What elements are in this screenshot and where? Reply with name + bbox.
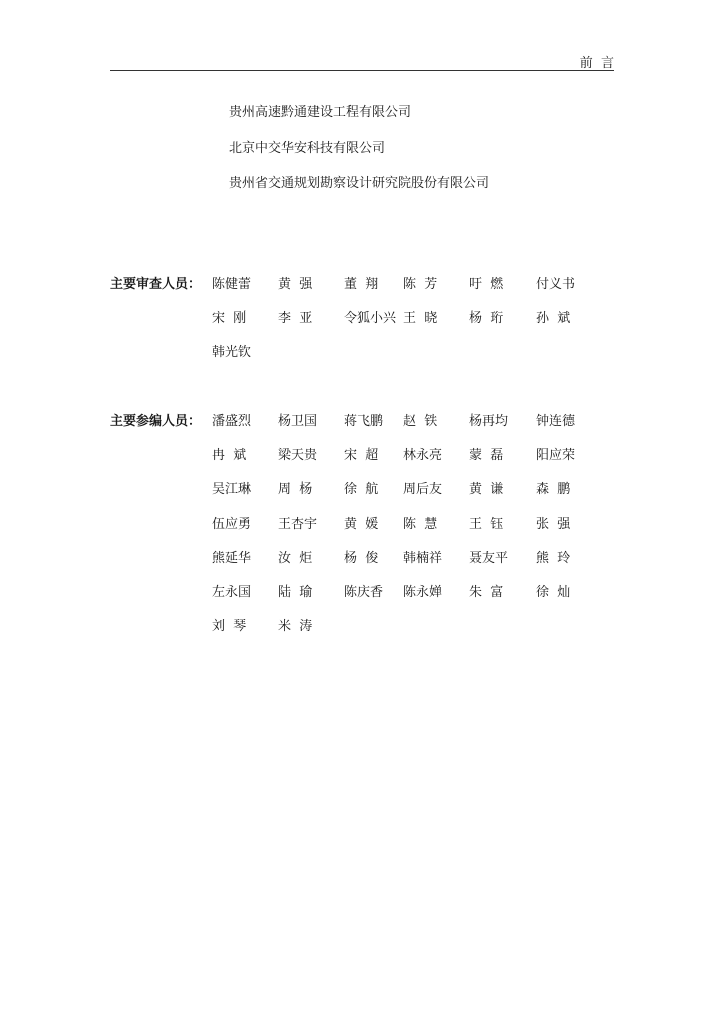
editors-person-name: 赵 铁 — [403, 414, 438, 429]
editors-person-name: 熊 玲 — [536, 551, 571, 566]
header-rule — [110, 70, 614, 71]
editors-person-name: 王 钰 — [469, 517, 504, 532]
review-person-name: 吁 燃 — [469, 277, 504, 292]
editors-person-name: 聂友平 — [469, 551, 509, 566]
editors-person-name: 黄 媛 — [344, 517, 379, 532]
editors-person-name: 徐 灿 — [536, 585, 571, 600]
editors-person-name: 朱 富 — [469, 585, 504, 600]
review-person-name: 陈 芳 — [403, 277, 438, 292]
editors-person-name: 潘盛烈 — [212, 414, 252, 429]
editors-person-name: 熊延华 — [212, 551, 252, 566]
header-title: 前 言 — [579, 56, 614, 71]
editors-person-name: 杨卫国 — [278, 414, 318, 429]
organization-3: 贵州省交通规划勘察设计研究院股份有限公司 — [229, 176, 490, 191]
review-section-label: 主要审查人员： — [110, 277, 202, 292]
editors-person-name: 杨 俊 — [344, 551, 379, 566]
organization-2: 北京中交华安科技有限公司 — [229, 141, 386, 156]
editors-person-name: 周 杨 — [278, 482, 313, 497]
editors-person-name: 周后友 — [403, 482, 443, 497]
editors-person-name: 钟连德 — [536, 414, 576, 429]
editors-person-name: 张 强 — [536, 517, 571, 532]
editors-person-name: 王杏宇 — [278, 517, 318, 532]
review-person-name: 王 晓 — [403, 311, 438, 326]
editors-person-name: 蒋飞鹏 — [344, 414, 384, 429]
editors-person-name: 汝 炬 — [278, 551, 313, 566]
review-person-name: 令狐小兴 — [344, 311, 397, 326]
editors-person-name: 左永国 — [212, 585, 252, 600]
editors-person-name: 韩楠祥 — [403, 551, 443, 566]
review-person-name: 李 亚 — [278, 311, 313, 326]
editors-person-name: 阳应荣 — [536, 448, 576, 463]
editors-person-name: 黄 谦 — [469, 482, 504, 497]
editors-person-name: 陈庆香 — [344, 585, 384, 600]
editors-person-name: 林永亮 — [403, 448, 443, 463]
editors-person-name: 徐 航 — [344, 482, 379, 497]
editors-person-name: 伍应勇 — [212, 517, 252, 532]
review-person-name: 孙 斌 — [536, 311, 571, 326]
editors-person-name: 陈 慧 — [403, 517, 438, 532]
review-person-name: 宋 刚 — [212, 311, 247, 326]
review-person-name: 陈健蕾 — [212, 277, 252, 292]
review-person-name: 董 翔 — [344, 277, 379, 292]
editors-person-name: 梁天贵 — [278, 448, 318, 463]
editors-person-name: 吴江琳 — [212, 482, 252, 497]
editors-section-label: 主要参编人员： — [110, 414, 202, 429]
editors-person-name: 杨再均 — [469, 414, 509, 429]
editors-person-name: 刘 琴 — [212, 619, 247, 634]
editors-person-name: 蒙 磊 — [469, 448, 504, 463]
review-person-name: 黄 强 — [278, 277, 313, 292]
editors-person-name: 冉 斌 — [212, 448, 247, 463]
editors-person-name: 陆 瑜 — [278, 585, 313, 600]
review-person-name: 杨 珩 — [469, 311, 504, 326]
editors-person-name: 宋 超 — [344, 448, 379, 463]
editors-person-name: 陈永婵 — [403, 585, 443, 600]
organization-1: 贵州高速黔通建设工程有限公司 — [229, 105, 412, 120]
review-person-name: 韩光钦 — [212, 345, 252, 360]
editors-person-name: 森 鹏 — [536, 482, 571, 497]
review-person-name: 付义书 — [536, 277, 576, 292]
editors-person-name: 米 涛 — [278, 619, 313, 634]
